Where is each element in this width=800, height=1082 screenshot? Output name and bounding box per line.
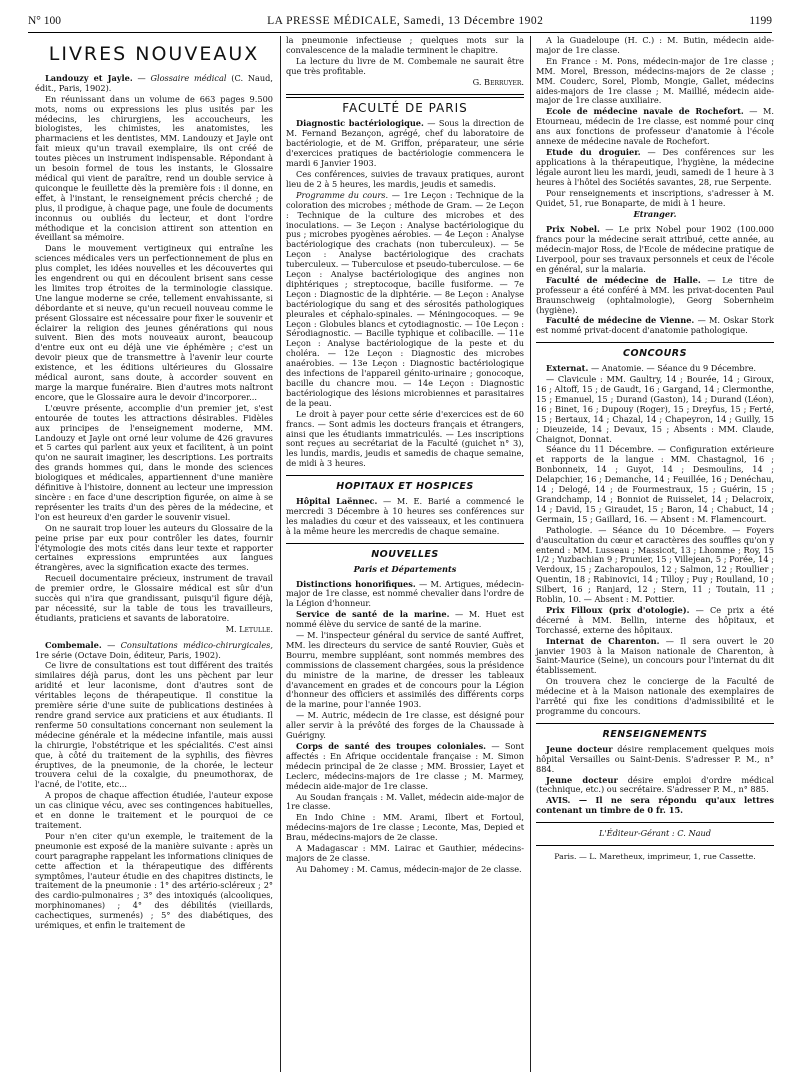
review-author: Landouzy et Jayle. xyxy=(45,72,133,83)
notice-text: M. Oskar Stork est nommé privat-docent d'anatomie pathologique. xyxy=(536,315,774,336)
notice-droguier: Etude du droguier. — Des conférences sur les applications à la thérapeutique, l'hygiène, la médecine légale auront lieu les mardi, jeudi, samedi de 1 heure à 3 heures à l'hôtel des Sociétés savantes, 28, rue Serpente. xyxy=(536,146,774,187)
paragraph: Pour renseignements et inscriptions, s'adresser à M. Quidet, 51, rue Bonaparte, de midi à 1 heure. xyxy=(536,187,774,208)
course-program: Programme du cours. — 1re Leçon : Technique de la coloration des microbes ; méthode de Gram. — 2e Leçon : Technique de la culture des microbes et des inoculations. — 3e Leçon : Analyse bactériologique du pus ; microbes pyogènes aérobies. — 4e Leçon : Analyse bactériologique des crachats (non tuberculeux). — 5e Leçon : Analyse bactériologique des crachats tuberculeux. — Tuberculose et pseudo-tuberculose. — 6e Leçon : Analyse bactériologique des angines non diphtériques ; streptocoque, bacille fusiforme. — 7e Leçon : Diagnostic de la diphtérie. — 8e Leçon : Analyse bactériologique du sang et des sérosités pathologiques pleurales et céphalo-spinales. — Méningocoques. — 9e Leçon : Globules blancs et cytodiagnostic. — 10e Leçon : Sérodiagnostic. — Bacille typhique et colibacille. — 11e Leçon : Analyse bactériologique de la peste et du choléra. — 12e Leçon : Diagnostic des microbes anaérobies. — 13e Leçon : Diagnostic bactériologique des infections de l'appareil génito-urinaire ; gonocoque, bacille du chancre mou. — 14e Leçon : Diagnostic bactériologique des lésions microbiennes et parasitaires de la peau. xyxy=(286,189,524,408)
notice-text: Sous la direction de M. Fernand Bezançon, agrégé, chef du laboratoire de bactériologie, et de M. Griffon, préparateur, une série d'exercices pratiques de bactériologie commencera le mardi 6 Janvier 1903. xyxy=(286,118,524,169)
notice-externat xyxy=(536,364,774,374)
avis-notice: AVIS. — Il ne sera répondu qu'aux lettres contenant un timbre de 0 fr. 15. xyxy=(536,795,774,816)
notice-text: M. E. Barié a commencé le mercredi 3 Décembre à 10 heures ses conférences sur les maladies du cœur et des vaisseaux, et les continuera à la même heure les mercredis de chaque semaine. xyxy=(286,496,524,536)
notice-text: — Anatomie. — Séance du 9 Décembre. xyxy=(590,363,757,374)
section-rule xyxy=(286,475,524,476)
page-number: 1199 xyxy=(749,15,772,27)
section-title-nouvelles: NOUVELLES xyxy=(371,548,439,560)
notice-coloniales: Corps de santé des troupes coloniales. — Sont affectés : En Afrique occidentale française : M. Simon médecin principal de 2e classe ; MM. Brossier, Layet et Leclerc, médecins-majors de 1re classe ; M. Marmey, médecin aide-major de 1re classe. xyxy=(286,741,524,791)
paragraph: Pathologie. — Séance du 10 Décembre. — Foyers d'auscultation du cœur et caractères des souffles qu'on y entend : MM. Lusseau ; Massicot, 13 ; Lhomme ; Roy, 15 1/2 ; Yuzbachian 9 ; Prunier, 15 ; Villejean, 5 ; Porée, 14 ; Verdoux, 15 ; Zacharopoulos, 12 ; Salmon, 12 ; Roullier ; Quentin, 18 ; Rabinovici, 14 ; Tilloy ; Puy ; Roulland, 10 ; Silbert, 16 ; Ranjard, 12 ; Stern, 11 ; Toutain, 11 ; Roblin, 10. — Absent : M. Pottier. xyxy=(536,524,774,605)
notice-text: M. Etourneau, médecin de 1re classe, est nommé pour cinq ans aux fonctions de professeur d'anatomie à l'école annexe de médecine navale de Rochefort. xyxy=(536,106,774,147)
section-rule xyxy=(286,94,524,98)
notice-marine: Service de santé de la marine. — M. Huet est nommé élève du service de santé de la marine. xyxy=(286,609,525,630)
notice-text: Des conférences sur les applications à la thérapeutique, l'hygiène, la médecine légale auront lieu les mardi, jeudi, samedi de 1 heure à 3 heures à l'hôtel des Sociétés savantes, 28, rue Serpente. xyxy=(536,146,774,187)
notice-nobel: Prix Nobel. — Le prix Nobel pour 1902 (100.000 francs pour la médecine serait attribué, cette année, au médecin-major Ross, de l'Ecole de médecine pratique de Liverpool, pour ses travaux personnels et ceux de l'école en général, sur la malaria. xyxy=(536,224,774,274)
notice-heading: Faculté de médecine de Vienne. xyxy=(546,315,695,326)
signature: M. Letulle. xyxy=(225,623,273,634)
notice-halle: Faculté de médecine de Halle. — Le titre de professeur a été conféré à MM. les privat-docenten Paul Braunschweig (ophtalmologie), Georg Sobernheim (hygiène). xyxy=(536,274,774,315)
section-title-concours: CONCOURS xyxy=(623,348,687,360)
paragraph: — M. Autric, médecin de 1re classe, est désigné pour aller servir à la prévôté des forges de la Chaussade à Guérigny. xyxy=(286,710,524,741)
paragraph: La lecture du livre de M. Combemale ne saurait être que très profitable. xyxy=(286,55,524,76)
ad-heading: Jeune docteur xyxy=(546,743,613,754)
section-rule xyxy=(536,342,774,343)
section-rule xyxy=(536,845,774,846)
section-title-renseignements: RENSEIGNEMENTS xyxy=(602,728,708,740)
review-author: Combemale. xyxy=(45,639,102,650)
header-rule xyxy=(28,32,772,33)
paragraph: En Indo Chine : MM. Arami, Ilbert et Fortoul, médecins-majors de 1re classe ; Leconte, Mas, Depied et Brau, médecins-majors de 2e classe. xyxy=(286,812,524,843)
paragraph: la pneumonie infectieuse ; quelques mots sur la convalescence de la maladie terminent le chapitre. xyxy=(286,35,524,55)
notice-text: Il sera ouvert le 20 janvier 1903 à la Maison nationale de Charenton, à Saint-Maurice (Seine), un concours pour l'internat du dit établissement. xyxy=(536,635,774,676)
notice-text: M. Artigues, médecin-major de 1re classe, est nommé chevalier dans l'ordre de la Légion d'honneur. xyxy=(286,578,524,609)
masthead: LA PRESSE MÉDICALE, Samedi, 13 Décembre 1902 xyxy=(267,15,544,27)
program-text: 1re Leçon : Technique de la coloration des microbes ; méthode de Gram. — 2e Leçon : Technique de la culture des microbes et des inoculations. — 3e Leçon : Analyse bactériologique du pus ; microbes pyogènes aérobies. — 4e Leçon : Analyse bactériologique des crachats (non tuberculeux). — 5e Leçon : Analyse bactériologique des crachats tuberculeux. — Tuberculose et pseudo-tuberculose. — 6e Leçon : Analyse bactériologique des angines non diphtériques ; streptocoque, bacille fusiforme. — 7e Leçon : Diagnostic de la diphtérie. — 8e Leçon : Analyse bactériologique du sang et des sérosités pathologiques pleurales et céphalo-spinales. — Méningocoques. — 9e Leçon : Globules blancs et cytodiagnostic. — 10e Leçon : Sérodiagnostic. — Bacille typhique et colibacille. — 11e Leçon : Analyse bactériologique de la peste et du choléra. — 12e Leçon : Diagnostic des microbes anaérobies. — 13e Leçon : Diagnostic bactériologique des infections de l'appareil génito-urinaire ; gonocoque, bacille du chancre mou. — 14e Leçon : Diagnostic bactériologique des lésions microbiennes et parasitaires de la peau. xyxy=(286,189,524,408)
notice-heading: Corps de santé des troupes coloniales. xyxy=(296,741,487,751)
notice-heading: Distinctions honorifiques. xyxy=(296,578,416,589)
notice-heading: Ecole de médecine navale de Rochefort. xyxy=(546,106,744,117)
notice-text: Le prix Nobel pour 1902 (100.000 francs pour la médecine serait attribué, cette année, au médecin-major Ross, de l'Ecole de médecine pratique de Liverpool, pour ses travaux personnels et ceux de l'école en général, sur la malaria. xyxy=(536,224,774,274)
ad-jeune-docteur xyxy=(536,776,774,796)
section-subtitle: Paris et Départements xyxy=(353,563,457,574)
review-combemale: Combemale. — Consultations médico-chirurgicales, 1re série (Octave Doin, éditeur, Paris, 1902). xyxy=(35,639,273,660)
section-rule xyxy=(536,822,774,823)
notice-heading: Etude du droguier. xyxy=(546,146,641,157)
ad-heading: Jeune docteur xyxy=(546,774,618,785)
paragraph: A propos de chaque affection étudiée, l'auteur expose un cas clinique vécu, avec ses contingences habituelles, et en donne le traitement et le pourquoi de ce traitement. xyxy=(35,790,273,830)
notice-vienne: Faculté de médecine de Vienne. — M. Oskar Stork est nommé privat-docent d'anatomie pathologique. xyxy=(536,315,774,336)
notice-heading: Prix Filloux (prix d'otologie). xyxy=(546,604,690,615)
page-header xyxy=(28,12,772,30)
notice-heading: Service de santé de la marine. xyxy=(296,609,450,620)
paragraph: Recueil documentaire précieux, instrument de travail de premier ordre, le Glossaire médical est sûr d'un succès qui n'ira que grandissant, puisqu'il figure déjà, par nécessité, sur la table de tous les travailleurs, étudiants, praticiens et savants de laboratoire. xyxy=(35,573,273,623)
review-publisher: 1re série (Octave Doin, éditeur, Paris, 1902). xyxy=(35,649,221,660)
notice-heading: Externat. xyxy=(546,363,589,374)
paragraph: En réunissant dans un volume de 663 pages 9.500 mots, noms ou expressions les plus usités par les médecins, les chirurgiens, les accoucheurs, les biologistes, les chimistes, les anatomistes, les pharmaciens et les dentistes, MM. Landouzy et Jayle ont fait mieux qu'un travail exemplaire, ils ont créé de toutes pièces un instrument indispensable. Répondant à un besoin formel de tous les instants, le Glossaire médical qui vient de paraître, rend un double service à quiconque le feuillette dès la première fois : il donne, en effet, à l'instant, le renseignement précis cherché ; de plus, il prodigue, à chaque page, une foule de documents inconnus ou oubliés du lecteur, et dont l'ordre méthodique et la concision attirent son attention en éveillant sa mémoire. xyxy=(35,93,273,243)
notice-heading: Diagnostic bactériologique. xyxy=(296,118,424,129)
notice-charenton: Internat de Charenton. — Il sera ouvert le 20 janvier 1903 à la Maison nationale de Charenton, à Saint-Maurice (Seine), un concours pour l'internat du dit établissement. xyxy=(536,635,774,676)
subsection-etranger: Etranger. xyxy=(633,209,677,220)
notice-laennec: Hôpital Laënnec. — M. E. Barié a commencé le mercredi 3 Décembre à 10 heures ses conférences sur les maladies du cœur et des vaisseaux, et les continuera à la même heure les mercredis de chaque semaine. xyxy=(286,496,524,536)
section-title-livres: LIVRES NOUVEAUX xyxy=(48,43,260,65)
notice-heading: Hôpital Laënnec. xyxy=(296,496,378,507)
paragraph: En France : M. Pons, médecin-major de 1re classe ; MM. Morel, Bresson, médecins-majors de 2e classe ; MM. Couderc, Sorel, Plomb, Mongie, Gallet, médecins aides-majors de 1re classe ; M. Maillié, médecin aide-major de 1re classe auxiliaire. xyxy=(536,55,774,106)
notice-text: Le titre de professeur a été conféré à MM. les privat-docenten Paul Braunschweig (ophtalmologie), Georg Sobernheim (hygiène). xyxy=(536,274,774,315)
section-rule xyxy=(536,723,774,724)
ad-jeune-docteur xyxy=(536,745,774,775)
review-publisher: (C. Naud, édit., Paris, 1902). xyxy=(35,72,273,93)
paragraph: Séance du 11 Décembre. — Configuration extérieure et rapports de la langue : MM. Chastagnol, 16 ; Bonbonneix, 14 ; Guyot, 14 ; Desmoulins, 14 ; Delapchier, 16 ; Demanche, 14 ; Feuillée, 16 ; Denéchau, 14 ; Delogé, 14 ; de Fourmestraux, 15 ; Guérin, 15 ; Grandchamp, 14 ; Bonniot de Ruisselet, 14 ; Delacroix, 14 ; David, 15 ; Giraudet, 15 ; Baron, 14 ; Chabuct, 14 ; Germain, 15 ; Gaillard, 16. — Absent : M. Flamencourt. xyxy=(536,444,774,524)
program-label: Programme du cours. xyxy=(296,189,389,200)
section-title-hopitaux: HOPITAUX ET HOSPICES xyxy=(336,481,474,493)
paragraph: Le droit à payer pour cette série d'exercices est de 60 francs. — Sont admis les docteurs français et étrangers, ainsi que les étudiants immatriculés. — Les inscriptions sont reçues au secrétariat de la Faculté (guichet n° 3), les lundis, mardis, jeudis et samedis de chaque semaine, de midi à 3 heures. xyxy=(286,408,524,469)
paragraph: On ne saurait trop louer les auteurs du Glossaire de la peine prise par eux pour contrôler les dates, fournir l'étymologie des mots cités dans leur texte et rapporter certaines expressions empruntées aux langues étrangères, avec la signification exacte des termes. xyxy=(35,522,273,573)
review-book-title: Glossaire médical xyxy=(150,72,227,83)
ad-text: désire emploi d'ordre médical (technique, etc.) ou secrétaire. S'adresser P. M., n° 885. xyxy=(536,774,774,795)
section-title-faculte: FACULTÉ DE PARIS xyxy=(342,100,468,115)
paragraph: — M. l'inspecteur général du service de santé Auffret, MM. les directeurs du service de santé Rouvier, Guès et Bourru, membre suppléant, sont nommés membres des commissions de classement chargées, sous la présidence du ministre de la marine, de dresser les tableaux d'avancement en grades et de concours pour la Légion d'honneur des officiers et assimilés des différents corps de la marine, pour l'année 1903. xyxy=(286,630,524,710)
section-rule xyxy=(286,543,524,544)
signature: G. Berruyer. xyxy=(472,76,524,87)
paragraph: A la Guadeloupe (H. C.) : M. Butin, médecin aide-major de 1re classe. xyxy=(536,35,774,55)
notice-filloux: Prix Filloux (prix d'otologie). — Ce prix a été décerné à MM. Bellin, interne des hôpitaux, et Torchassé, externe des hôpitaux. xyxy=(536,604,774,635)
issue-number: N° 100 xyxy=(28,15,62,27)
notice-diagnostic: Diagnostic bactériologique. — Sous la direction de M. Fernand Bezançon, agrégé, chef du laboratoire de bactériologie, et de M. Griffon, préparateur, une série d'exercices pratiques de bactériologie commencera le mardi 6 Janvier 1903. xyxy=(286,118,524,169)
paragraph: Au Soudan français : M. Vallet, médecin aide-major de 1re classe. xyxy=(286,791,524,812)
notice-heading: Prix Nobel. xyxy=(546,224,600,235)
column-divider xyxy=(530,36,531,1072)
editor-line: L'Éditeur-Gérant : C. Naud xyxy=(598,828,712,839)
notice-rochefort: Ecole de médecine navale de Rochefort. — M. Etourneau, médecin de 1re classe, est nommé pour cinq ans aux fonctions de professeur d'anatomie à l'école annexe de médecine navale de Rochefort. xyxy=(536,106,774,147)
notice-heading: Faculté de médecine de Halle. xyxy=(546,274,701,285)
notice-distinctions: Distinctions honorifiques. — M. Artigues, médecin-major de 1re classe, est nommé chevalier dans l'ordre de la Légion d'honneur. xyxy=(286,578,524,609)
paragraph: Ce livre de consultations est tout différent des traités similaires déjà parus, dont les uns pèchent par leur aridité et leur laconisme, dont d'autres sont de véritables leçons de thérapeutique. Il constitue la première série d'une suite de publications destinées à rendre grand service aux praticiens et aux étudiants. Il renferme 50 consultations concernant non seulement la médecine générale et la médecine infantile, mais aussi la chirurgie, l'obstétrique et les spécialités. C'est ainsi que, à côté du traitement de la syphilis, des fièvres éruptives, de la pneumonie, de la chorée, le lecteur trouvera celui de la coxalgie, du pneumothorax, de l'acné, de l'otite, etc... xyxy=(35,660,273,790)
paragraph: Ces conférences, suivies de travaux pratiques, auront lieu de 2 à 5 heures, les mardis, jeudis et samedis. xyxy=(286,168,524,189)
paragraph: On trouvera chez le concierge de la Faculté de médecine et à la Maison nationale des exemplaires de l'arrêté qui fixe les conditions d'admissibilité et le programme du concours. xyxy=(536,676,774,716)
paragraph: L'œuvre présente, accomplie d'un premier jet, s'est entourée de toutes les attractions désirables. Fidèles aux principes de l'enseignement moderne, MM. Landouzy et Jayle ont orné leur volume de 426 gravures et 5 cartes qui parlent aux yeux et facilitent, à un point qu'on ne saurait imaginer, les descriptions. Les portraits des grands hommes qui, dans le monde des sciences biologiques et médicales, appartiennent d'une manière définitive à l'histoire, donnent au lecteur une impression sincère : en face d'une description figurée, on aime à se représenter les traits d'un des pères de la médecine, et l'on est heureux d'en garder le souvenir visuel. xyxy=(35,402,273,522)
column-3 xyxy=(536,36,774,862)
review-landouzy: Landouzy et Jayle. — Glossaire médical (C. Naud, édit., Paris, 1902). xyxy=(35,72,273,93)
paragraph: A Madagascar : MM. Lairac et Gauthier, médecins-majors de 2e classe. xyxy=(286,843,524,863)
ad-text: désire remplacement quelques mois hôpital Versailles ou Saint-Denis. S'adresser P. M., n° 884. xyxy=(536,743,774,774)
review-book-title: Consultations médico-chirurgicales, xyxy=(120,639,273,650)
printer-line: Paris. — L. Maretheux, imprimeur, 1, rue Cassette. xyxy=(554,852,756,862)
paragraph: Dans le mouvement vertigineux qui entraîne les sciences médicales vers un perfectionnement de plus en plus complet, les idées nouvelles et les découvertes qui les engendrent ou qui en découlent brisent sans cesse les limites trop étroites de la terminologie classique. Une langue moderne se crée, tellement envahissante, si débordante et si neuve, qu'un recueil nouveau comme le présent Glossaire est nécessaire pour fixer le souvenir et éclairer la religion des jeunes générations qui nous suivent. Bien des mots nouveaux auront, beaucoup d'entre eux ont eu déjà une vie éphémère ; c'est un devoir pieux que de transmettre à l'avenir leur courte existence, et les éditions ultérieures du Glossaire médical auront, sans doute, à accorder souvent en marge la marque funéraire. Bien d'autres mots naîtront encore, que le Glossaire aura le devoir d'incorporer... xyxy=(35,243,273,402)
column-1 xyxy=(35,42,273,932)
column-divider xyxy=(280,36,281,1072)
notice-heading: Internat de Charenton. xyxy=(546,635,660,646)
notice-text: Ce prix a été décerné à MM. Bellin, interne des hôpitaux, et Torchassé, externe des hôpitaux. xyxy=(536,604,774,635)
column-2 xyxy=(286,36,524,876)
paragraph: Au Dahomey : M. Camus, médecin-major de 2e classe. xyxy=(296,863,522,874)
paragraph: Pour n'en citer qu'un exemple, le traitement de la pneumonie est exposé de la manière suivante : après un court paragraphe rappelant les informations cliniques de cette affection et la thérapeutique des différents symptômes, l'auteur étudie en des chapitres distincts, le traitement de la pneumonie : 1° des artério-scléreux ; 2° des cardio-pulmonaires ; 3° des intoxiqués (alcooliques, morphinomanes) ; 4° des débilités (vieillards, cachectiques, surmenés) ; 5° des diabétiques, des urémiques, et enfin le traitement de xyxy=(35,830,273,931)
paragraph: — Clavicule : MM. Gaultry, 14 ; Bourée, 14 ; Giroux, 16 ; Altoff, 15 ; de Gaudt, 16 ; Gargand, 14 ; Clermonthe, 15 ; Emanuel, 15 ; Durand (Gaston), 14 ; Durand (Léon), 16 ; Binet, 16 ; Dupouy (Roger), 15 ; Dreyfus, 15 ; Ferté, 15 ; Bertaux, 14 ; Chazal, 14 ; Chapeyron, 14 ; Guilly, 15 ; Dieuzeide, 14 ; Devaux, 15 ; Absents : MM. Claude, Chaignot, Donnat. xyxy=(536,374,774,444)
notice-text: Sont affectés : En Afrique occidentale française : M. Simon médecin principal de 2e classe ; MM. Brossier, Layet et Leclerc, médecins-majors de 1re classe ; M. Marmey, médecin aide-major de 1re classe. xyxy=(286,741,524,791)
notice-text: M. Huet est nommé élève du service de santé de la marine. xyxy=(286,609,525,630)
